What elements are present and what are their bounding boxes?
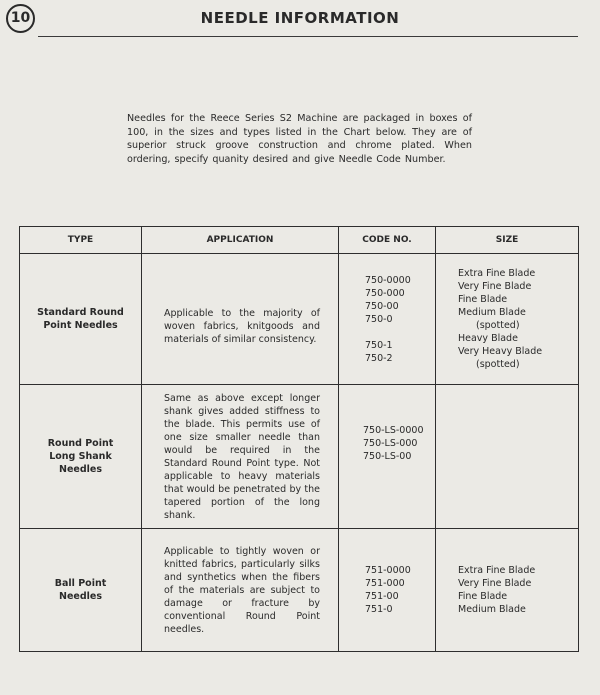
table-row xyxy=(20,385,579,529)
header-type: TYPE xyxy=(20,227,142,254)
size-cell xyxy=(436,529,579,652)
size-value: Heavy Blade xyxy=(458,333,518,344)
application-text: Applicable to the majority of woven fabrics, knitgoods and materials of similar consistency. xyxy=(164,307,320,345)
type-line: Point Needles xyxy=(43,320,118,331)
page-title: NEEDLE INFORMATION xyxy=(200,9,400,27)
code-value: 750-00 xyxy=(365,300,399,312)
needle-table xyxy=(19,226,579,652)
type-line: Ball Point xyxy=(54,578,107,589)
size-cell xyxy=(436,385,579,529)
size-value: Fine Blade xyxy=(458,294,508,305)
type-cell xyxy=(20,254,142,385)
header-code: CODE NO. xyxy=(339,227,436,254)
page-number: 10 xyxy=(6,4,35,33)
code-value: 750-LS-0000 xyxy=(363,425,424,436)
code-value: 750-000 xyxy=(365,287,405,299)
size-value: Fine Blade xyxy=(458,591,508,602)
type-cell xyxy=(20,529,142,652)
code-value: 750-LS-000 xyxy=(363,438,418,449)
code-value: 751-0 xyxy=(365,604,393,615)
type-line: Long Shank xyxy=(49,451,112,462)
code-cell xyxy=(339,529,436,652)
code-value: 750-LS-00 xyxy=(363,451,412,462)
code-spacer xyxy=(363,463,435,489)
size-note: (spotted) xyxy=(476,359,520,370)
type-line: Round Point xyxy=(47,438,114,449)
code-value: 751-00 xyxy=(365,591,399,602)
header-application: APPLICATION xyxy=(142,227,339,254)
size-value: Medium Blade xyxy=(458,307,526,318)
table-header-row xyxy=(20,227,579,254)
size-value: Extra Fine Blade xyxy=(458,268,536,279)
application-text: Applicable to tightly woven or knitted fabrics, particularly silks and synthetics when the fibers of the materials are subject to damage or fracture by conventional Round Point needles. xyxy=(164,545,320,635)
title-rule xyxy=(38,36,578,37)
type-line: Needles xyxy=(59,591,102,602)
size-note: (spotted) xyxy=(476,320,520,331)
table-row xyxy=(20,254,579,385)
size-value: Very Fine Blade xyxy=(458,578,532,589)
type-line: Needles xyxy=(59,464,102,475)
size-cell xyxy=(436,254,579,385)
application-cell xyxy=(142,254,339,385)
intro-paragraph: Needles for the Reece Series S2 Machine are packaged in boxes of 100, in the sizes and types listed in the Chart below. They are of superior struck groove construction and chrome plated. When ordering, specify quanity desired and give Needle Code Number. xyxy=(127,113,472,165)
type-cell xyxy=(20,385,142,529)
code-cell xyxy=(339,385,436,529)
code-cell xyxy=(339,254,436,385)
size-value: Very Heavy Blade xyxy=(458,346,543,357)
code-value: 751-000 xyxy=(365,578,405,589)
type-line: Standard Round xyxy=(37,307,124,318)
size-value: Extra Fine Blade xyxy=(458,565,536,576)
code-value: 750-2 xyxy=(365,352,393,364)
code-value: 750-0 xyxy=(365,313,393,325)
code-spacer xyxy=(365,326,435,339)
code-value: 750-1 xyxy=(365,339,393,351)
table-row xyxy=(20,529,579,652)
application-text: Same as above except longer shank gives added stiffness to the blade. This permits use of one size smaller needle than would be required in the Standard Round Point type. Not applicable to heavy materials that would be penetrated by the tapered portion of the long shank. xyxy=(164,392,320,521)
header-size: SIZE xyxy=(436,227,579,254)
application-cell xyxy=(142,385,339,529)
code-value: 750-0000 xyxy=(365,274,411,286)
code-value: 751-0000 xyxy=(365,565,411,576)
size-value: Medium Blade xyxy=(458,604,526,615)
application-cell xyxy=(142,529,339,652)
size-value: Very Fine Blade xyxy=(458,281,532,292)
